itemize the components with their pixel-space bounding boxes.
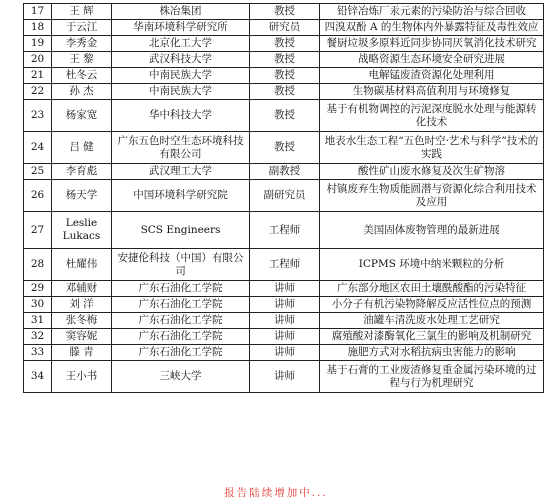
table-row: [24, 361, 544, 393]
report-topic: 战略资源生态环境安全研究进展: [320, 52, 544, 68]
row-number: 28: [24, 249, 52, 281]
speaker-title: 副教授: [250, 164, 320, 180]
speaker-organization: 广东石油化工学院: [112, 281, 250, 297]
row-number: 24: [24, 132, 52, 164]
speaker-organization: 三峡大学: [112, 361, 250, 393]
speaker-title: 教授: [250, 100, 320, 132]
row-number: 20: [24, 52, 52, 68]
row-number: 31: [24, 313, 52, 329]
table-row: [24, 68, 544, 84]
speaker-name: 王 辉: [52, 4, 112, 20]
table-row: [24, 4, 544, 20]
speaker-name: 于云江: [52, 20, 112, 36]
report-topic: 美国固体废物管理的最新进展: [320, 212, 544, 249]
speaker-organization: 安捷伦科技（中国）有限公司: [112, 249, 250, 281]
row-number: 26: [24, 180, 52, 212]
speaker-name: 李育彪: [52, 164, 112, 180]
table-row: [24, 297, 544, 313]
table-row: [24, 329, 544, 345]
report-topic: 施肥方式对水稻抗病虫害能力的影响: [320, 345, 544, 361]
table-row: [24, 180, 544, 212]
report-topic: 铅锌冶炼厂汞元素的污染防治与综合回收: [320, 4, 544, 20]
report-topic: 基于有机物调控的污泥深度脱水处理与能源转化技术: [320, 100, 544, 132]
speaker-title: 教授: [250, 132, 320, 164]
row-number: 18: [24, 20, 52, 36]
row-number: 30: [24, 297, 52, 313]
row-number: 23: [24, 100, 52, 132]
speaker-organization: 中南民族大学: [112, 84, 250, 100]
speaker-name: Leslie Lukacs: [52, 212, 112, 249]
speaker-organization: 武汉科技大学: [112, 52, 250, 68]
speaker-title: 讲师: [250, 313, 320, 329]
speaker-organization: 广东石油化工学院: [112, 345, 250, 361]
speaker-organization: 北京化工大学: [112, 36, 250, 52]
row-number: 33: [24, 345, 52, 361]
speaker-organization: 华南环境科学研究所: [112, 20, 250, 36]
row-number: 27: [24, 212, 52, 249]
speaker-organization: 广东石油化工学院: [112, 297, 250, 313]
row-number: 29: [24, 281, 52, 297]
footer-note: 报告陆续增加中...: [224, 487, 328, 499]
table-row: [24, 100, 544, 132]
table-row: [24, 249, 544, 281]
speaker-title: 工程师: [250, 212, 320, 249]
speaker-name: 邓辅财: [52, 281, 112, 297]
table-row: [24, 345, 544, 361]
report-topic: 酸性矿山废水修复及次生矿物溶: [320, 164, 544, 180]
speaker-title: 教授: [250, 36, 320, 52]
speaker-name: 王 黎: [52, 52, 112, 68]
speaker-name: 张冬梅: [52, 313, 112, 329]
speaker-name: 滕 青: [52, 345, 112, 361]
speaker-name: 刘 洋: [52, 297, 112, 313]
table-row: [24, 281, 544, 297]
speaker-title: 讲师: [250, 361, 320, 393]
table-row: [24, 52, 544, 68]
speaker-name: 窦容妮: [52, 329, 112, 345]
report-topic: 腐殖酸对漆酶氧化三氯生的影响及机制研究: [320, 329, 544, 345]
speaker-name: 杨家宽: [52, 100, 112, 132]
speaker-title: 教授: [250, 84, 320, 100]
speaker-title: 副研究员: [250, 180, 320, 212]
speaker-title: 讲师: [250, 281, 320, 297]
speaker-name: 王小书: [52, 361, 112, 393]
report-topic: 小分子有机污染物降解反应活性位点的预测: [320, 297, 544, 313]
speaker-table: [23, 3, 544, 393]
report-topic: 电解锰废渣资源化处理利用: [320, 68, 544, 84]
speaker-name: 杜耀伟: [52, 249, 112, 281]
report-topic: 地表水生态工程“五色时空·艺术与科学”技术的实践: [320, 132, 544, 164]
speaker-organization: 中南民族大学: [112, 68, 250, 84]
table-row: [24, 164, 544, 180]
report-topic: 基于石膏的工业废渣修复重金属污染环境的过程与行为机理研究: [320, 361, 544, 393]
speaker-title: 讲师: [250, 297, 320, 313]
speaker-name: 吕 健: [52, 132, 112, 164]
speaker-organization: 株冶集团: [112, 4, 250, 20]
table-row: [24, 84, 544, 100]
speaker-name: 李秀金: [52, 36, 112, 52]
speaker-title: 工程师: [250, 249, 320, 281]
speaker-title: 讲师: [250, 329, 320, 345]
speaker-name: 杜冬云: [52, 68, 112, 84]
table-row: [24, 20, 544, 36]
report-topic: 广东部分地区农田土壤酰酸酯的污染特征: [320, 281, 544, 297]
report-topic: ICPMS 环境中纳米颗粒的分析: [320, 249, 544, 281]
row-number: 17: [24, 4, 52, 20]
speaker-name: 杨天学: [52, 180, 112, 212]
speaker-title: 研究员: [250, 20, 320, 36]
report-topic: 生物碳基材料高值利用与环境修复: [320, 84, 544, 100]
speaker-organization: 广东石油化工学院: [112, 329, 250, 345]
speaker-organization: 华中科技大学: [112, 100, 250, 132]
speaker-name: 孙 杰: [52, 84, 112, 100]
speaker-organization: 广东五色时空生态环境科技有限公司: [112, 132, 250, 164]
row-number: 32: [24, 329, 52, 345]
row-number: 34: [24, 361, 52, 393]
report-topic: 四溴双酚 A 的生物体内外暴露特征及毒性效应: [320, 20, 544, 36]
speaker-title: 教授: [250, 52, 320, 68]
table-row: [24, 36, 544, 52]
table-row: [24, 132, 544, 164]
row-number: 19: [24, 36, 52, 52]
speaker-organization: SCS Engineers: [112, 212, 250, 249]
table-row: [24, 313, 544, 329]
speaker-organization: 广东石油化工学院: [112, 313, 250, 329]
row-number: 21: [24, 68, 52, 84]
speaker-table-body: [24, 4, 544, 393]
speaker-organization: 中国环境科学研究院: [112, 180, 250, 212]
row-number: 25: [24, 164, 52, 180]
report-topic: 村镇废弃生物质能圆潜与资源化综合利用技术及应用: [320, 180, 544, 212]
speaker-title: 讲师: [250, 345, 320, 361]
report-topic: 油罐车清洗废水处理工艺研究: [320, 313, 544, 329]
row-number: 22: [24, 84, 52, 100]
speaker-title: 教授: [250, 4, 320, 20]
table-row: [24, 212, 544, 249]
speaker-organization: 武汉理工大学: [112, 164, 250, 180]
report-topic: 餐厨垃圾多原料近同步协同厌氧消化技术研究: [320, 36, 544, 52]
speaker-title: 教授: [250, 68, 320, 84]
